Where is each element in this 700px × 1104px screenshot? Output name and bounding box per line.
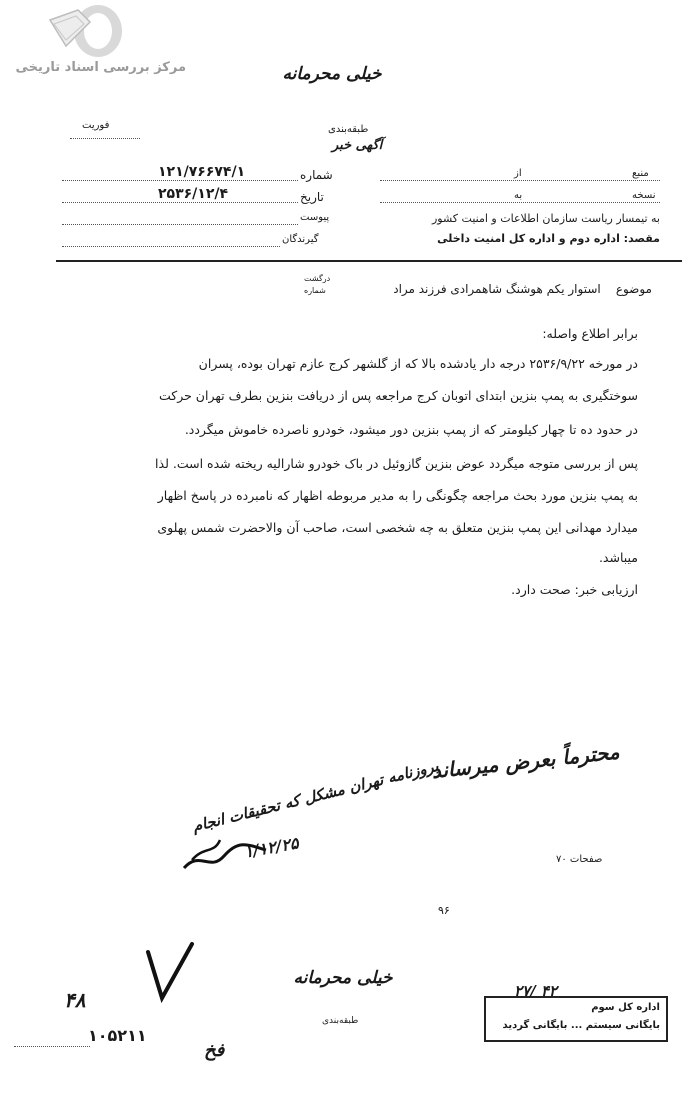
number-label: شماره <box>300 168 333 182</box>
checkmark-icon <box>140 940 200 1010</box>
side-mark-2: ۹۶ <box>438 904 450 917</box>
category-value: آگهی خبر <box>332 138 383 153</box>
subject-label: موضوع <box>615 282 652 296</box>
addressee-line-1: به تیمسار ریاست سازمان اطلاعات و امنیت کشور <box>432 212 660 225</box>
small-ref-1: درگشت <box>304 274 331 283</box>
initials: فخ <box>204 1040 225 1061</box>
to-line <box>380 202 660 203</box>
handwritten-note-1: محترماً بعرض میرساند <box>430 739 621 784</box>
from-field-label: منبع <box>632 168 649 179</box>
from-line <box>380 180 660 181</box>
date-value: ۲۵۳۶/۱۲/۴ <box>158 186 229 202</box>
body-evaluation: ارزیابی خبر: صحت دارد. <box>511 582 638 597</box>
body-line-2: سوختگیری به پمپ بنزین ابتدای اتوبان کرج مراجعه پس از دریافت بنزین بطرف تهران حرکت <box>158 388 638 403</box>
from-label: از <box>514 168 522 179</box>
body-line-1: در مورخه ۲۵۳۶/۹/۲۲ درجه دار یادشده بالا که از گلشهر کرج عازم تهران بوده، پسران <box>198 356 638 371</box>
handwritten-date: ۱/۱۲/۲۵ <box>242 833 300 862</box>
recipients-line <box>62 246 280 247</box>
recipients-label: گیرندگان <box>282 234 319 245</box>
watermark-text: مرکز بررسی اسناد تاریخی <box>15 60 186 75</box>
scribble-mark-icon <box>180 820 270 880</box>
classification-top: خیلی محرمانه <box>282 64 382 84</box>
stamp-number: ۲۷/ ۴۲ <box>514 982 557 1000</box>
attachment-label: پیوست <box>300 212 330 223</box>
archive-line <box>14 1046 90 1047</box>
body-line-6: میدارد مهدانی این پمپ بنزین متعلق به چه شخصی است، صاحب آن والاحضرت شمس پهلوی <box>157 520 638 535</box>
number-value: ۱۲۱/۷۶۶۷۴/۱ <box>158 164 246 180</box>
body-salutation: برابر اطلاع واصله: <box>542 326 638 341</box>
handwritten-scribble <box>180 820 270 880</box>
check-mark <box>140 940 200 1010</box>
archive-center-logo-icon <box>44 2 124 60</box>
urgency-line <box>70 138 140 139</box>
body-line-3: در حدود ده تا چهار کیلومتر که از پمپ بنزین دور میشود، خودرو ناصرده خاموش میگردد. <box>184 422 638 437</box>
date-label: تاریخ <box>300 190 324 204</box>
to-label: به <box>514 190 523 201</box>
subject-text: استوار یکم هوشنگ شاهمرادی فرزند مراد <box>393 282 601 296</box>
body-line-7: میباشد. <box>598 550 638 565</box>
handwritten-note-2: بروزنامه تهران مشکل که تحقیقات انجام <box>190 756 441 836</box>
copy-field-label: نسخه <box>632 190 656 201</box>
body-line-4: پس از بررسی متوجه میگردد عوض بنزین گازوئیل در باک خودرو شارالیه ریخته شده است. لذا <box>155 456 638 471</box>
body-line-5: به پمپ بنزین مورد بحث مراجعه چگونگی را به مدیر مربوطه اظهار که نامبرده در پاسخ اظهار <box>157 488 638 503</box>
classification-bottom: خیلی محرمانه <box>293 968 393 988</box>
stamp-line-1: اداره کل سوم <box>591 1002 660 1013</box>
category-label: طبقه‌بندی <box>328 124 369 135</box>
stamp-line-2: بایگانی سیستم ... بایگانی گردید <box>502 1020 660 1031</box>
date-line <box>62 202 298 203</box>
watermark-logo <box>44 2 124 60</box>
number-line <box>62 180 298 181</box>
urgency-label: فوریت <box>82 120 110 131</box>
archive-stamp <box>484 996 668 1042</box>
attachment-line <box>62 224 298 225</box>
header-rule <box>56 260 682 262</box>
bottom-category-label: طبقه‌بندی <box>322 1016 359 1026</box>
subject-line <box>330 278 652 297</box>
archive-number: ۱۰۵۲۱۱ <box>88 1026 147 1045</box>
side-mark: ۷۰ صفحات <box>556 854 603 865</box>
addressee-line-2: مقصد: اداره دوم و اداره کل امنیت داخلی <box>437 232 660 245</box>
small-ref-2: شماره <box>304 286 326 295</box>
page-number: ۴۸ <box>64 988 86 1012</box>
